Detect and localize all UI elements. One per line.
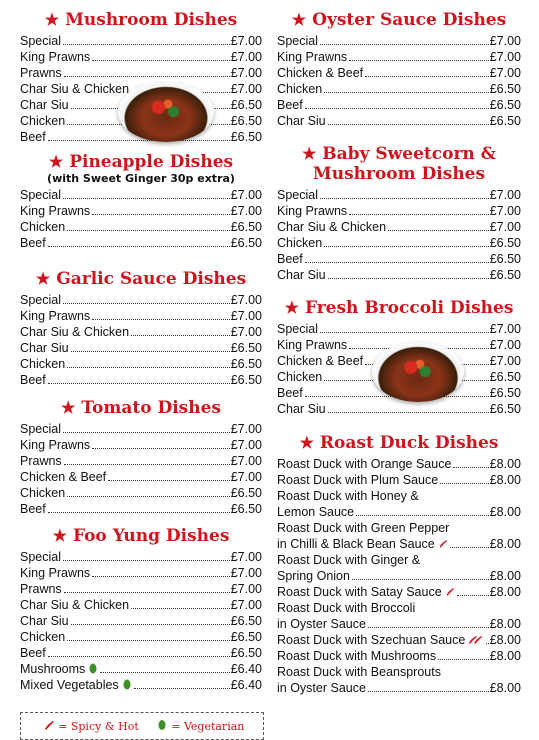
star-icon: ★ <box>60 398 76 417</box>
leader-dots <box>63 560 230 561</box>
item-price: £6.50 <box>230 502 262 516</box>
leader-dots <box>440 483 489 484</box>
menu-item <box>20 49 262 65</box>
section-title: Garlic Sauce Dishes <box>56 269 247 289</box>
menu-item <box>277 616 521 632</box>
item-price: £7.00 <box>489 34 521 48</box>
item-price: £7.00 <box>230 598 262 612</box>
star-icon: ★ <box>284 298 299 317</box>
menu-item <box>20 235 262 251</box>
menu-item <box>277 33 521 49</box>
item-name: in Oyster Sauce <box>277 681 366 695</box>
item-name: Chicken <box>20 114 66 128</box>
menu-item <box>277 321 521 337</box>
leader-dots <box>320 332 489 333</box>
leader-dots <box>349 214 489 215</box>
item-name: Chicken & Beef <box>277 66 364 80</box>
item-name: Mixed Vegetables <box>20 678 119 692</box>
leader-dots <box>92 319 230 320</box>
item-price: £6.50 <box>489 98 521 112</box>
leader-dots <box>453 467 488 468</box>
menu-item <box>20 219 262 235</box>
menu-item <box>20 324 262 340</box>
leader-dots <box>328 124 489 125</box>
section-title: Fresh Broccoli Dishes <box>304 298 514 318</box>
leader-dots <box>457 595 489 596</box>
section-title: Foo Yung Dishes <box>72 526 230 546</box>
leader-dots <box>324 92 489 93</box>
item-name: Chicken <box>20 486 66 500</box>
item-name: Char Siu & Chicken <box>20 325 130 339</box>
item-name: Char Siu <box>20 341 69 355</box>
section-title: Baby Sweetcorn & Mushroom Dishes <box>312 144 497 184</box>
item-price: £6.50 <box>230 114 262 128</box>
item-price: £7.00 <box>489 354 521 368</box>
chilli-icon <box>438 538 448 549</box>
menu-item <box>277 81 521 97</box>
menu-item <box>277 520 521 536</box>
item-name: Special <box>20 293 61 307</box>
menu-item <box>20 33 262 49</box>
item-name: King Prawns <box>20 50 91 64</box>
item-name: Prawns <box>20 454 62 468</box>
leader-dots <box>48 512 230 513</box>
menu-item <box>277 648 521 664</box>
item-name: King Prawns <box>277 50 348 64</box>
section-heading <box>277 10 521 30</box>
item-price: £6.50 <box>230 357 262 371</box>
menu-item <box>277 49 521 65</box>
item-price: £7.00 <box>230 438 262 452</box>
menu-item <box>20 65 262 81</box>
item-price: £6.50 <box>230 646 262 660</box>
section-heading <box>277 298 521 318</box>
item-price: £7.00 <box>230 204 262 218</box>
item-price: £7.00 <box>230 422 262 436</box>
legend-spicy <box>40 719 139 733</box>
item-price: £6.50 <box>489 386 521 400</box>
vegetarian-leaf-icon <box>88 663 98 674</box>
leader-dots <box>92 576 230 577</box>
item-price: £8.00 <box>489 457 521 471</box>
item-price: £7.00 <box>230 325 262 339</box>
item-name: Special <box>277 188 318 202</box>
section-title: Roast Duck Dishes <box>319 433 499 453</box>
star-icon: ★ <box>291 10 307 29</box>
legend <box>20 712 264 740</box>
section-title: Pineapple Dishes <box>69 152 234 172</box>
menu-item <box>277 97 521 113</box>
menu-item <box>20 340 262 356</box>
item-price: £7.00 <box>230 188 262 202</box>
item-price: £6.50 <box>230 486 262 500</box>
section-title: Mushroom Dishes <box>65 10 238 30</box>
item-name: Roast Duck with Broccoli <box>277 601 416 615</box>
legend-spicy-label: = Spicy & Hot <box>58 720 139 733</box>
leader-dots <box>67 640 230 641</box>
menu-item <box>20 308 262 324</box>
menu-item <box>277 584 521 600</box>
item-price: £7.00 <box>230 454 262 468</box>
item-price: £6.50 <box>230 98 262 112</box>
item-name: in Chilli & Black Bean Sauce <box>277 537 435 551</box>
leader-dots <box>92 214 230 215</box>
section-heading <box>20 10 262 30</box>
star-icon: ★ <box>299 433 314 452</box>
item-name: Roast Duck with Satay Sauce <box>277 585 442 599</box>
item-icon <box>465 632 484 648</box>
menu-item <box>277 401 521 417</box>
item-price: £7.00 <box>489 220 521 234</box>
item-price: £7.00 <box>230 309 262 323</box>
item-name: Beef <box>20 646 46 660</box>
item-price: £6.40 <box>230 662 262 676</box>
item-name: Beef <box>277 386 303 400</box>
leader-dots <box>365 76 489 77</box>
item-price: £6.50 <box>489 252 521 266</box>
item-price: £7.00 <box>230 470 262 484</box>
item-name: Char Siu <box>20 614 69 628</box>
item-icon <box>119 677 132 693</box>
menu-item <box>277 680 521 696</box>
item-icon <box>442 584 455 600</box>
leader-dots <box>368 627 489 628</box>
menu-item <box>277 536 521 552</box>
item-name: Char Siu <box>20 98 69 112</box>
menu-item <box>20 372 262 388</box>
leader-dots <box>305 262 489 263</box>
item-name: King Prawns <box>20 438 91 452</box>
leader-dots <box>48 383 230 384</box>
leader-dots <box>71 351 230 352</box>
section-sweetcorn <box>277 144 521 283</box>
menu-item <box>277 203 521 219</box>
item-name: Beef <box>277 98 303 112</box>
item-name: Char Siu & Chicken <box>20 82 130 96</box>
item-price: £7.00 <box>489 66 521 80</box>
leader-dots <box>63 198 230 199</box>
leader-dots <box>48 656 230 657</box>
item-name: Chicken <box>20 220 66 234</box>
menu-item <box>20 661 262 677</box>
item-price: £7.00 <box>489 188 521 202</box>
leader-dots <box>349 60 489 61</box>
leader-dots <box>48 246 230 247</box>
leader-dots <box>388 230 489 231</box>
item-price: £6.50 <box>489 370 521 384</box>
item-name: Chicken <box>277 82 323 96</box>
menu-item <box>277 235 521 251</box>
item-name: Chicken <box>20 630 66 644</box>
leader-dots <box>450 547 489 548</box>
menu-item <box>277 632 521 648</box>
item-name: Beef <box>20 502 46 516</box>
item-price: £7.00 <box>230 50 262 64</box>
leader-dots <box>108 480 230 481</box>
item-name: Prawns <box>20 66 62 80</box>
menu-item <box>20 469 262 485</box>
menu-item <box>20 629 262 645</box>
star-icon: ★ <box>35 269 51 288</box>
item-name: Lemon Sauce <box>277 505 355 519</box>
item-price: £7.00 <box>230 293 262 307</box>
menu-item <box>277 504 521 520</box>
item-name: Beef <box>277 252 303 266</box>
leader-dots <box>100 672 229 673</box>
item-price: £8.00 <box>489 585 521 599</box>
item-name: Mushrooms <box>20 662 86 676</box>
item-price: £8.00 <box>489 505 521 519</box>
item-price: £6.40 <box>230 678 262 692</box>
section-heading <box>277 433 521 453</box>
item-name: Roast Duck with Szechuan Sauce <box>277 633 466 647</box>
chilli-icon <box>43 719 55 731</box>
chilli-icon <box>445 586 455 597</box>
item-name: King Prawns <box>277 338 348 352</box>
item-price: £8.00 <box>489 537 521 551</box>
item-name: Roast Duck with Plum Sauce <box>277 473 439 487</box>
section-heading <box>277 144 521 184</box>
item-name: Special <box>20 34 61 48</box>
section-heading <box>20 526 262 546</box>
leader-dots <box>438 659 489 660</box>
leader-dots <box>328 412 489 413</box>
section-heading <box>20 398 262 418</box>
item-price: £7.00 <box>489 338 521 352</box>
menu-item <box>277 267 521 283</box>
menu-item <box>277 456 521 472</box>
item-name: Beef <box>20 236 46 250</box>
leader-dots <box>71 624 230 625</box>
item-price: £6.50 <box>230 341 262 355</box>
section-heading <box>20 269 262 289</box>
item-price: £6.50 <box>230 236 262 250</box>
leader-dots <box>67 367 230 368</box>
double-chilli-icon <box>468 634 484 645</box>
section-note: (with Sweet Ginger 30p extra) <box>47 172 235 185</box>
menu-item <box>277 472 521 488</box>
leader-dots <box>305 108 489 109</box>
item-name: Char Siu & Chicken <box>20 598 130 612</box>
item-name: Special <box>20 550 61 564</box>
leader-dots <box>64 464 230 465</box>
leader-dots <box>48 140 230 141</box>
item-price: £6.50 <box>230 630 262 644</box>
menu-item <box>277 113 521 129</box>
menu-item <box>277 488 521 504</box>
leader-dots <box>352 579 489 580</box>
item-name: Roast Duck with Beansprouts <box>277 665 441 679</box>
menu-item <box>20 292 262 308</box>
item-price: £8.00 <box>489 473 521 487</box>
section-pineapple <box>20 152 262 251</box>
item-name: Char Siu & Chicken <box>277 220 387 234</box>
menu-item <box>277 568 521 584</box>
leader-dots <box>131 335 230 336</box>
item-price: £6.50 <box>489 236 521 250</box>
leader-dots <box>92 448 230 449</box>
item-icon <box>85 661 98 677</box>
item-price: £6.50 <box>230 220 262 234</box>
menu-item <box>20 597 262 613</box>
leader-dots <box>486 643 488 644</box>
item-name: Chicken <box>20 357 66 371</box>
item-name: Beef <box>20 130 46 144</box>
menu-item <box>20 203 262 219</box>
section-garlic <box>20 269 262 388</box>
item-name: Special <box>20 188 61 202</box>
menu-item <box>20 613 262 629</box>
leader-dots <box>63 44 230 45</box>
item-price: £8.00 <box>489 617 521 631</box>
item-name: Chicken & Beef <box>20 470 107 484</box>
leaf-icon <box>156 719 168 731</box>
menu-item <box>20 453 262 469</box>
menu-item <box>20 565 262 581</box>
menu-item <box>20 677 262 693</box>
item-price: £6.50 <box>489 402 521 416</box>
leader-dots <box>92 60 230 61</box>
item-name: Chicken <box>277 236 323 250</box>
item-price: £7.00 <box>230 34 262 48</box>
item-price: £6.50 <box>230 130 262 144</box>
menu-item <box>277 219 521 235</box>
broccoli-dish-photo <box>372 342 464 402</box>
item-name: Roast Duck with Ginger & <box>277 553 421 567</box>
menu-item <box>277 65 521 81</box>
menu-item <box>277 600 521 616</box>
item-price: £8.00 <box>489 649 521 663</box>
leader-dots <box>64 592 230 593</box>
leader-dots <box>67 230 230 231</box>
item-name: Special <box>20 422 61 436</box>
item-name: Prawns <box>20 582 62 596</box>
leader-dots <box>63 432 230 433</box>
item-name: Roast Duck with Honey & <box>277 489 419 503</box>
legend-vegetarian-label: = Vegetarian <box>171 720 245 733</box>
item-name: Char Siu <box>277 268 326 282</box>
menu-item <box>20 485 262 501</box>
item-name: Spring Onion <box>277 569 350 583</box>
menu-item <box>277 251 521 267</box>
legend-vegetarian <box>153 719 245 733</box>
item-price: £6.50 <box>489 82 521 96</box>
section-roastduck <box>277 433 521 696</box>
item-price: £7.00 <box>489 322 521 336</box>
item-price: £7.00 <box>230 566 262 580</box>
item-price: £7.00 <box>489 204 521 218</box>
leader-dots <box>64 76 230 77</box>
menu-item <box>20 356 262 372</box>
section-heading <box>20 152 262 172</box>
item-price: £6.50 <box>489 268 521 282</box>
item-price: £6.50 <box>230 373 262 387</box>
item-price: £8.00 <box>489 681 521 695</box>
item-price: £7.00 <box>489 50 521 64</box>
menu-item <box>277 187 521 203</box>
leader-dots <box>320 198 489 199</box>
item-price: £7.00 <box>230 550 262 564</box>
item-price: £7.00 <box>230 582 262 596</box>
star-icon: ★ <box>301 144 317 163</box>
item-price: £8.00 <box>489 569 521 583</box>
item-price: £7.00 <box>230 82 262 96</box>
leader-dots <box>324 246 489 247</box>
leader-dots <box>67 496 230 497</box>
section-title: Oyster Sauce Dishes <box>312 10 507 30</box>
section-fooyung <box>20 526 262 693</box>
leader-dots <box>63 303 230 304</box>
item-name: Beef <box>20 373 46 387</box>
leader-dots <box>368 691 489 692</box>
leader-dots <box>134 688 230 689</box>
leader-dots <box>131 608 230 609</box>
section-oyster <box>277 10 521 129</box>
item-price: £8.00 <box>489 633 521 647</box>
item-name: in Oyster Sauce <box>277 617 366 631</box>
star-icon: ★ <box>44 10 60 29</box>
item-price: £6.50 <box>489 114 521 128</box>
item-name: Roast Duck with Green Pepper <box>277 521 450 535</box>
menu-item <box>20 549 262 565</box>
item-name: Roast Duck with Mushrooms <box>277 649 437 663</box>
item-name: Char Siu <box>277 114 326 128</box>
menu-item <box>277 664 521 680</box>
menu-item <box>20 645 262 661</box>
menu-item <box>20 187 262 203</box>
star-icon: ★ <box>52 526 67 545</box>
section-title: Tomato Dishes <box>81 398 221 418</box>
item-name: Char Siu <box>277 402 326 416</box>
menu-item <box>20 501 262 517</box>
item-icon <box>435 536 448 552</box>
item-name: King Prawns <box>20 309 91 323</box>
item-name: King Prawns <box>20 204 91 218</box>
menu-item <box>20 437 262 453</box>
menu-item <box>20 581 262 597</box>
mushroom-dish-photo <box>118 82 214 142</box>
menu-item <box>277 552 521 568</box>
item-name: Chicken <box>277 370 323 384</box>
item-name: King Prawns <box>20 566 91 580</box>
item-name: Special <box>277 34 318 48</box>
item-name: King Prawns <box>277 204 348 218</box>
menu-item <box>20 421 262 437</box>
star-icon: ★ <box>48 152 64 171</box>
item-name: Chicken & Beef <box>277 354 364 368</box>
item-price: £7.00 <box>230 66 262 80</box>
item-name: Roast Duck with Orange Sauce <box>277 457 452 471</box>
item-price: £6.50 <box>230 614 262 628</box>
leader-dots <box>328 278 489 279</box>
section-tomato <box>20 398 262 517</box>
leader-dots <box>320 44 489 45</box>
leader-dots <box>356 515 489 516</box>
item-name: Special <box>277 322 318 336</box>
vegetarian-leaf-icon <box>122 679 132 690</box>
